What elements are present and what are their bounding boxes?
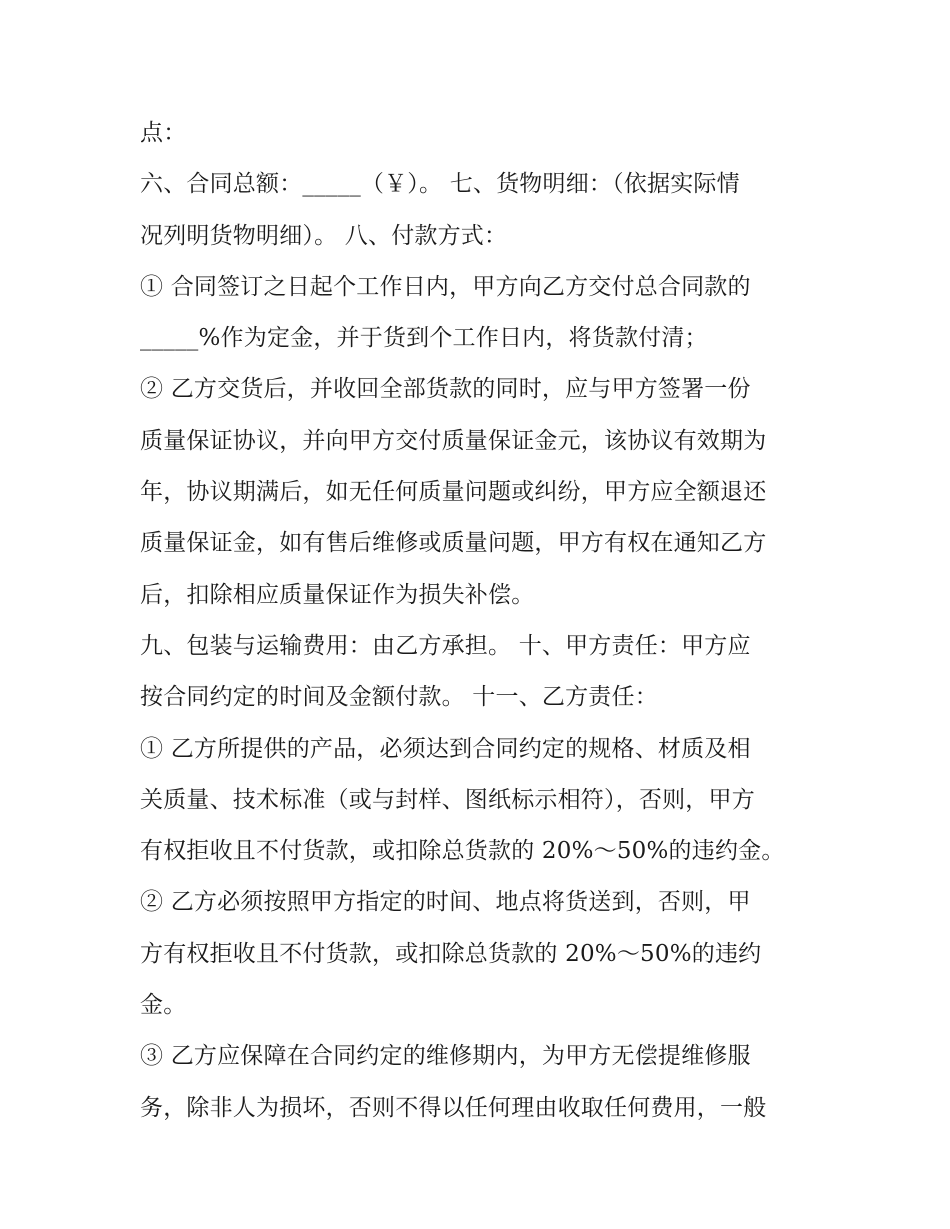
text-line: 点： — [140, 120, 187, 146]
text-line: 六、合同总额：_____（￥）。 七、货物明细：（依据实际情 — [140, 171, 740, 198]
text-line: 后，扣除相应质量保证作为损失补偿。 — [140, 581, 535, 608]
text-line: 务，除非人为损坏，否则不得以任何理由收取任何费用，一般 — [140, 1094, 767, 1121]
text-line: ③ 乙方应保障在合同约定的维修期内，为甲方无偿提维修服 — [140, 1043, 751, 1070]
text-line: 质量保证金，如有售后维修或质量问题，甲方有权在通知乙方 — [140, 530, 767, 557]
contract-text-body — [140, 108, 830, 1134]
text-line: ② 乙方交货后，并收回全部货款的同时，应与甲方签署一份 — [140, 376, 751, 403]
text-line: 年，协议期满后，如无任何质量问题或纠纷，甲方应全额退还 — [140, 479, 767, 506]
text-line: 方有权拒收且不付货款，或扣除总货款的 20%～50%的违约 — [140, 940, 762, 967]
text-line: 关质量、技术标准（或与封样、图纸标示相符），否则，甲方 — [140, 786, 755, 813]
text-line: 按合同约定的时间及金额付款。 十一、乙方责任： — [140, 684, 658, 711]
text-line: ① 合同签订之日起个工作日内，甲方向乙方交付总合同款的 — [140, 273, 751, 300]
text-line: 况列明货物明细）。 八、付款方式： — [140, 222, 508, 249]
text-line: ① 乙方所提供的产品，必须达到合同约定的规格、材质及相 — [140, 735, 751, 762]
text-line: 有权拒收且不付货款，或扣除总货款的 20%～50%的违约金。 — [140, 838, 785, 865]
text-line: _____%作为定金，并于货到个工作日内，将货款付清； — [140, 325, 708, 352]
text-line: 金。 — [140, 992, 187, 1019]
text-line: ② 乙方必须按照甲方指定的时间、地点将货送到，否则，甲 — [140, 889, 751, 916]
text-line: 九、包装与运输费用：由乙方承担。 十、甲方责任：甲方应 — [140, 632, 751, 659]
text-line: 质量保证协议，并向甲方交付质量保证金元，该协议有效期为 — [140, 427, 767, 454]
